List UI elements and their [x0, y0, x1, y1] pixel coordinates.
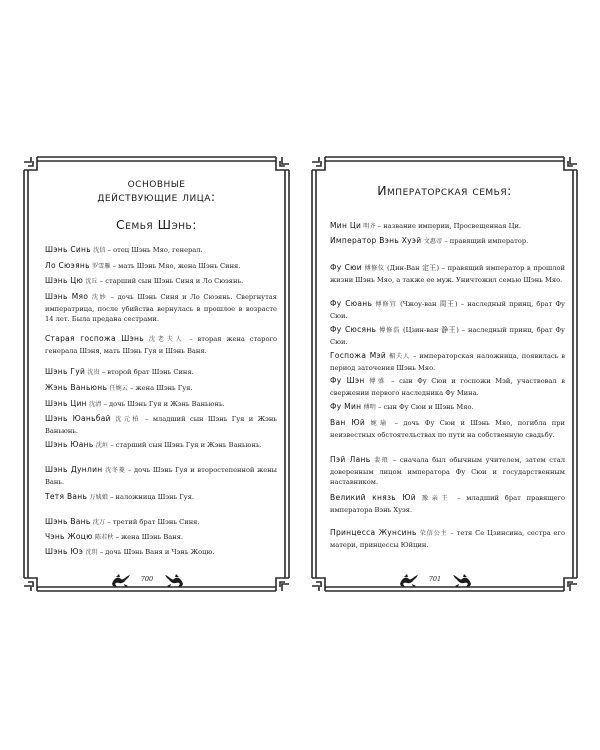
character-entry [330, 236, 565, 248]
entry-chinese: 婉瑜 [370, 420, 390, 427]
entry-name: Чэнь Жоцю [45, 532, 93, 541]
character-entry [45, 276, 277, 288]
entry-chinese: 傅修宜 [375, 301, 397, 308]
character-entry [45, 383, 277, 395]
entry-chinese: 陈若秋 [94, 534, 114, 541]
entry-desc: – жена Шэнь Ваня. [113, 533, 184, 541]
character-entry [330, 351, 565, 373]
entry-name: Тетя Вань [45, 492, 88, 501]
entry-chinese: 沈丘 [85, 278, 98, 285]
dragon-icon [110, 572, 132, 588]
entry-desc: – дочь Шэнь Гуя и Жэнь Ваньюнь. [101, 400, 225, 408]
dragon-icon [163, 572, 185, 588]
entry-chinese: 沈贵 [87, 369, 100, 376]
entry-desc: – дочь Шэнь Синя и Ло Сюэянь. Свергнутая императрица, после убийства вернулась в прошлое в возрасте 14 лет. Была предана сестрами. [45, 293, 277, 324]
entry-name: Фу Сюсянь [330, 325, 377, 334]
character-entry [330, 493, 565, 515]
character-entry [330, 325, 565, 347]
entry-desc: – тетя Се Цзинсина, сестра его матери, принцессы Юйцин. [330, 529, 565, 549]
title-line-2: действующие лица: [97, 189, 216, 204]
character-entry [330, 299, 565, 321]
entry-name: Старая госпожа Шэнь [45, 334, 144, 343]
entry-chinese: 文惠帝 [423, 238, 443, 245]
entry-desc: – вторая жена старого генерала Шэня, мать Шэнь Гуя и Шэнь Ваня. [45, 335, 278, 355]
entry-desc: – младший сын Шэнь Гуя и Жэнь Ваньюнь. [45, 415, 277, 435]
entry-name: Шэнь Вань [45, 517, 91, 526]
entry-desc: – третий брат Шэнь Синя. [105, 518, 200, 526]
character-entry [45, 292, 277, 325]
entry-name: Ло Сюэянь [45, 261, 90, 270]
entry-name: Шэнь Цин [45, 399, 87, 408]
entry-name: Госпожа Мэй [330, 351, 387, 360]
entry-desc: – второй брат Шэнь Синя. [99, 368, 194, 376]
entry-desc: – дочь Фу Сюи и Шэнь Мяо, погибла при неизвестных обстоятельствах по пути на собственную свадьбу. [330, 419, 565, 439]
entry-chinese: 任婉云 [109, 385, 128, 392]
entry-desc: – сначала был обычным учителем, затем стал доверенным лицом императора Фу Сюи и государственным наставником. [330, 456, 565, 487]
entry-chinese: 沈信 [93, 247, 106, 254]
character-entry [330, 402, 565, 414]
character-entry [45, 399, 277, 411]
page-footer [309, 571, 580, 589]
entry-name: Шэнь Гуй [45, 367, 86, 376]
page-number: 700 [140, 575, 154, 583]
entry-name: Шэнь Дунлин [45, 465, 103, 474]
entry-name: Фу Сюи [330, 263, 362, 272]
entry-chinese: 荣信公主 [419, 530, 448, 537]
entry-name: Шэнь Мяо [45, 292, 89, 301]
entry-chinese: 沈冬菱 [105, 467, 126, 474]
dragon-icon [451, 572, 473, 588]
entry-desc: – императорская наложница, появилась в период заточения Шэнь Мяо. [330, 352, 566, 372]
character-entry [330, 528, 565, 550]
entry-name: Фу Сюань [330, 299, 373, 308]
character-entry [45, 517, 277, 529]
entry-desc: – старший сын Шэнь Синя и Ло Сюэянь. [97, 277, 244, 285]
entry-name: Великий князь Юй [330, 493, 416, 502]
entry-name: Фу Шэн [330, 376, 365, 385]
entry-chinese: 罗雪雁 [91, 263, 111, 270]
entry-name: Ван Юй [330, 418, 366, 427]
entry-name: Жэнь Ваньюнь [45, 383, 108, 392]
character-entry [45, 547, 277, 559]
entry-desc: – младший брат правящего императора Вэнь Хуэя. [330, 494, 565, 514]
entry-desc: (Чжоу-ван 周王) – наследный принц, брат Фу Сюи. [330, 300, 565, 320]
entry-desc: – дочь Шэнь Ваня и Чэнь Жоцю. [97, 548, 215, 556]
entry-name: Принцесса Жунсинь [330, 528, 417, 537]
character-entry [45, 532, 277, 544]
entry-desc: (Цзин-ван 静王) – наследный принц, брат Фу Сюи. [330, 326, 565, 346]
title-line-1: основные [127, 175, 186, 190]
entry-chinese: 裴琅 [374, 457, 390, 464]
character-entry [330, 418, 565, 440]
entry-chinese: 沈玥 [85, 549, 98, 556]
entry-name: Шэнь Юэ [45, 547, 84, 556]
character-entry [45, 465, 277, 487]
entry-chinese: 沈元柏 [115, 416, 141, 423]
character-entry [45, 414, 277, 436]
entry-name: Шэнь Синь [45, 245, 91, 254]
entry-name: Пэй Лань [330, 455, 371, 464]
entry-chinese: 沈万 [92, 519, 106, 526]
character-entry [330, 221, 565, 233]
character-entry [45, 367, 277, 379]
character-entry [330, 376, 565, 398]
entry-desc: – правящий император. [442, 237, 529, 245]
entry-chinese: 傅修浩 [379, 327, 401, 334]
right-page [309, 154, 580, 594]
entry-name: Шэнь Юаньбай [45, 414, 111, 423]
section-heading-imperial-family: Императорская семья: [377, 183, 512, 198]
entry-chinese: 傅明 [363, 404, 376, 411]
left-page [21, 154, 292, 594]
character-entry [45, 334, 277, 356]
character-entry [45, 440, 277, 452]
entry-chinese: 楣夫人 [389, 353, 411, 360]
entry-desc: – отец Шэнь Мяо, генерал. [105, 246, 203, 254]
entry-desc: – сын Фу Сюи и госпожи Мэй, участвовал в свержении первого наследника Фу Мина. [330, 377, 566, 397]
entry-chinese: 沈垣 [95, 442, 109, 449]
entry-chinese: 沈妙 [91, 294, 108, 301]
entry-desc: – жена Шэнь Гуя. [127, 384, 193, 392]
entry-desc: – название империи, Просвещенная Ци. [375, 222, 522, 230]
entry-name: Император Вэнь Хуэй [330, 236, 422, 245]
page-footer [21, 571, 292, 589]
page-number: 701 [428, 575, 442, 583]
entry-name: Шэнь Юань [45, 440, 94, 449]
entry-name: Шэнь Цю [45, 276, 84, 285]
entry-name: Мин Ци [330, 221, 362, 230]
character-entry [330, 455, 565, 488]
section-heading-shen-family: Семья Шэнь: [116, 217, 197, 232]
character-entry [45, 245, 277, 257]
entry-desc: – сын Фу Сюи и Шэнь Мяо. [375, 403, 474, 411]
character-entry [330, 263, 565, 285]
character-entry [45, 261, 277, 273]
entry-chinese: 傅修仪 [364, 265, 385, 272]
entry-desc: – дочь Шэнь Гуя и второстепенной жены Вань. [45, 466, 277, 486]
entry-chinese: 沈老夫人 [148, 336, 185, 343]
entry-chinese: 豫亲王 [421, 495, 452, 502]
dragon-icon [398, 572, 420, 588]
entry-chinese: 万姨娘 [89, 494, 108, 501]
entry-desc: – старший сын Шэнь Гуя и Жэнь Ваньюнь. [108, 441, 262, 449]
entry-desc: (Дин-Ван 定王) – правящий император в прошлой жизни Шэнь Мяо, а также ее муж. Уничтожил семью Шэнь Мяо. [330, 264, 565, 284]
entry-chinese: 傅盛 [369, 378, 387, 385]
entry-name: Фу Мин [330, 402, 362, 411]
entry-desc: – наложница Шэнь Гуя. [107, 493, 195, 501]
entry-chinese: 沈清 [89, 401, 102, 408]
character-entry [45, 492, 277, 504]
entry-chinese: 明齐 [363, 223, 376, 230]
entry-desc: – мать Шэнь Мяо, жена Шэнь Синя. [110, 262, 241, 270]
